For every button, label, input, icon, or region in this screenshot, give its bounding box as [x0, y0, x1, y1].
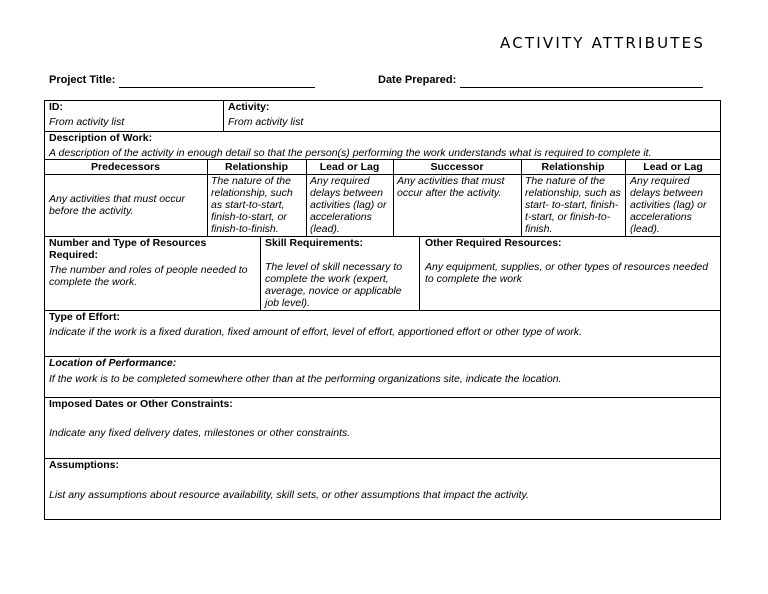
constraints-text[interactable]: Indicate any fixed delivery dates, milestones or other constraints. [49, 427, 351, 439]
lead-lag-1-cell[interactable]: Any required delays between activities (lag) or accelerations (lead). [310, 175, 387, 235]
id-label: ID: [49, 101, 63, 113]
col-relationship-1: Relationship [224, 161, 288, 173]
lead-lag-2-cell[interactable]: Any required delays between activities (lag) or accelerations (lead). [630, 175, 707, 235]
constraints-label: Imposed Dates or Other Constraints: [49, 398, 233, 410]
skills-text[interactable]: The level of skill necessary to complete the work (expert, average, novice or applicable job level). [265, 261, 403, 309]
col-lead-lag-1: Lead or Lag [319, 161, 380, 173]
activity-label: Activity: [228, 101, 270, 113]
assumptions-label: Assumptions: [49, 459, 120, 471]
id-value[interactable]: From activity list [49, 116, 125, 128]
effort-text[interactable]: Indicate if the work is a fixed duration, fixed amount of effort, level of effort, apportioned effort or other type of work. [49, 326, 582, 338]
col-successor: Successor [430, 161, 484, 173]
activity-value[interactable]: From activity list [228, 116, 304, 128]
resources-label: Number and Type of Resources Required: [49, 237, 207, 261]
effort-label: Type of Effort: [49, 311, 120, 323]
resources-text[interactable]: The number and roles of people needed to complete the work. [49, 264, 248, 288]
col-predecessors: Predecessors [91, 161, 160, 173]
description-label: Description of Work: [49, 132, 153, 144]
col-lead-lag-2: Lead or Lag [643, 161, 703, 173]
other-resources-label: Other Required Resources: [425, 237, 562, 249]
location-text[interactable]: If the work is to be completed somewhere other than at the performing organizations site, indicate the location. [49, 373, 562, 385]
document-title: ACTIVITY ATTRIBUTES [500, 34, 706, 52]
project-title-label: Project Title: [49, 74, 116, 86]
project-title-input[interactable] [119, 87, 315, 88]
date-prepared-label: Date Prepared: [378, 74, 457, 86]
skills-label: Skill Requirements: [265, 237, 364, 249]
relationship-2-cell[interactable]: The nature of the relationship, such as start- to-start, finish-t-start, or finish-to-finish. [525, 175, 621, 235]
col-relationship-2: Relationship [541, 161, 605, 173]
successor-cell[interactable]: Any activities that must occur after the activity. [397, 175, 505, 199]
predecessors-cell[interactable]: Any activities that must occur before the activity. [49, 193, 185, 217]
location-label: Location of Performance: [49, 357, 177, 369]
date-prepared-input[interactable] [460, 87, 703, 88]
relationship-1-cell[interactable]: The nature of the relationship, such as start-to-start, finish-to-start, or finish-to-finish. [211, 175, 293, 235]
assumptions-text[interactable]: List any assumptions about resource availability, skill sets, or other assumptions that impact the activity. [49, 489, 529, 501]
other-resources-text[interactable]: Any equipment, supplies, or other types of resources needed to complete the work [425, 261, 709, 285]
description-text[interactable]: A description of the activity in enough detail so that the person(s) performing the work understands what is required to complete it. [49, 147, 652, 159]
